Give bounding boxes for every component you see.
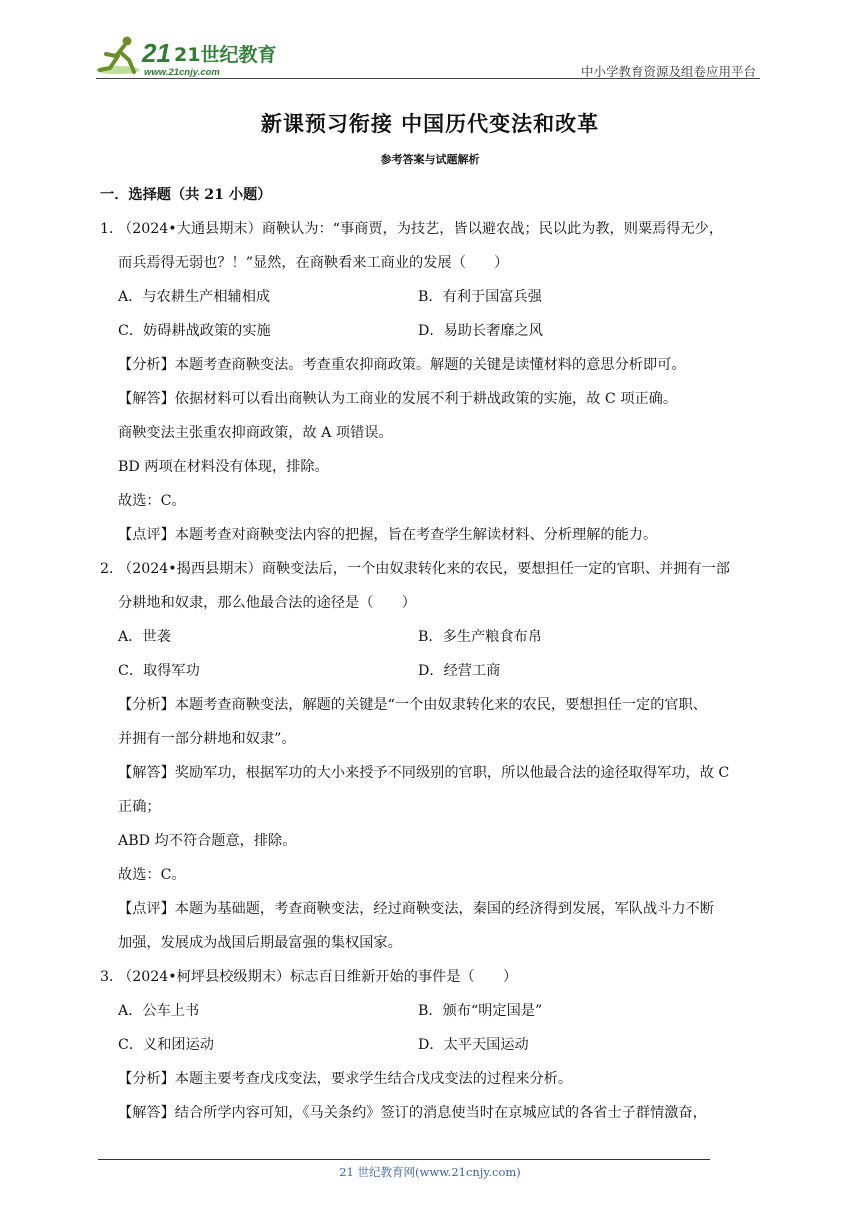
question-1-answer-line: BD 两项在材料没有体现，排除。	[118, 459, 329, 475]
svg-text:www.21cnjy.com: www.21cnjy.com	[144, 67, 220, 78]
question-number: 2．	[100, 561, 124, 577]
question-2-stem-cont: 分耕地和奴隶，那么他最合法的途径是（ ）	[118, 595, 416, 611]
document-body	[100, 178, 764, 1130]
question-2-answer: 【解答】奖励军功，根据军功的大小来授予不同级别的官职，所以他最合法的途径取得军功，故 C	[118, 765, 730, 781]
question-3-stem: 3．（2024•柯坪县校级期末）标志百日维新开始的事件是（ ）	[100, 960, 764, 994]
footer-divider	[98, 1159, 710, 1160]
question-1-options-row1	[100, 280, 764, 314]
question-2-answer-line: ABD 均不符合题意，排除。	[118, 833, 297, 849]
option-b: B．多生产粮食布帛	[418, 629, 542, 645]
option-c: C．取得军功	[118, 663, 200, 679]
question-2-analysis: 【分析】本题考查商鞅变法，解题的关键是“一个由奴隶转化来的农民，要想担任一定的官职、	[118, 697, 707, 713]
question-2-options-row2	[100, 654, 764, 688]
question-1-analysis: 【分析】本题考查商鞅变法。考查重农抑商政策。解题的关键是读懂材料的意思分析即可。	[118, 357, 686, 373]
question-1-options-row2	[100, 314, 764, 348]
page-header	[96, 34, 760, 80]
question-1-choice: 故选：C。	[118, 493, 186, 509]
option-c: C．妨碍耕战政策的实施	[118, 323, 271, 339]
question-3-options-row2	[100, 1028, 764, 1062]
question-1-comment: 【点评】本题考查对商鞅变法内容的把握，旨在考查学生解读材料、分析理解的能力。	[118, 527, 658, 543]
question-1-answer-line: 商鞅变法主张重农抑商政策，故 A 项错误。	[118, 425, 393, 441]
question-number: 1．	[100, 221, 124, 237]
question-number: 3．	[100, 969, 124, 985]
svg-text:21: 21	[142, 38, 171, 68]
document-title: 新课预习衔接 中国历代变法和改革	[260, 111, 600, 136]
option-d: D．太平天国运动	[418, 1037, 529, 1053]
footer-link[interactable]: 21 世纪教育网(www.21cnjy.com)	[339, 1165, 521, 1179]
option-d: D．经营工商	[418, 663, 501, 679]
site-logo[interactable]	[96, 34, 277, 78]
option-b: B．颁布“明定国是”	[418, 1003, 543, 1019]
option-d: D．易助长奢靡之风	[418, 323, 543, 339]
section-heading: 一．选择题（共 21 小题）	[100, 187, 272, 203]
option-a: A．与农耕生产相辅相成	[118, 289, 271, 305]
question-1-stem-cont: 而兵焉得无弱也？！”显然，在商鞅看来工商业的发展（ ）	[118, 255, 509, 271]
question-2-options-row1	[100, 620, 764, 654]
runner-logo-icon	[96, 34, 277, 78]
svg-text:21世纪教育: 21世纪教育	[174, 44, 277, 66]
question-2-comment: 【点评】本题为基础题，考查商鞅变法，经过商鞅变法，秦国的经济得到发展，军队战斗力不断	[118, 901, 714, 917]
header-divider	[96, 78, 760, 79]
option-a: A．世袭	[118, 629, 171, 645]
platform-name: 中小学教育资源及组卷应用平台	[580, 64, 756, 79]
option-c: C．义和团运动	[118, 1037, 214, 1053]
question-3-analysis: 【分析】本题主要考查戊戌变法，要求学生结合戊戌变法的过程来分析。	[118, 1071, 573, 1087]
question-3-answer: 【解答】结合所学内容可知，《马关条约》签订的消息使当时在京城应试的各省士子群情激奋，	[118, 1105, 707, 1121]
question-2-answer-cont: 正确；	[118, 799, 161, 815]
document-subtitle: 参考答案与试题解析	[380, 153, 480, 166]
question-2-stem: 2．（2024•揭西县期末）商鞅变法后，一个由奴隶转化来的农民，要想担任一定的官职、并拥有一部	[100, 552, 764, 586]
question-1-answer: 【解答】依据材料可以看出商鞅认为工商业的发展不利于耕战政策的实施，故 C 项正确。	[118, 391, 678, 407]
option-b: B．有利于国富兵强	[418, 289, 542, 305]
option-a: A．公车上书	[118, 1003, 200, 1019]
question-2-analysis-cont: 并拥有一部分耕地和奴隶”。	[118, 731, 296, 747]
question-2-comment-cont: 加强，发展成为战国后期最富强的集权国家。	[118, 935, 402, 951]
question-1-stem: 1．（2024•大通县期末）商鞅认为：“事商贾，为技艺，皆以避农战；民以此为教，则粟焉得无少，	[100, 212, 764, 246]
question-2-choice: 故选：C。	[118, 867, 186, 883]
question-3-options-row1	[100, 994, 764, 1028]
